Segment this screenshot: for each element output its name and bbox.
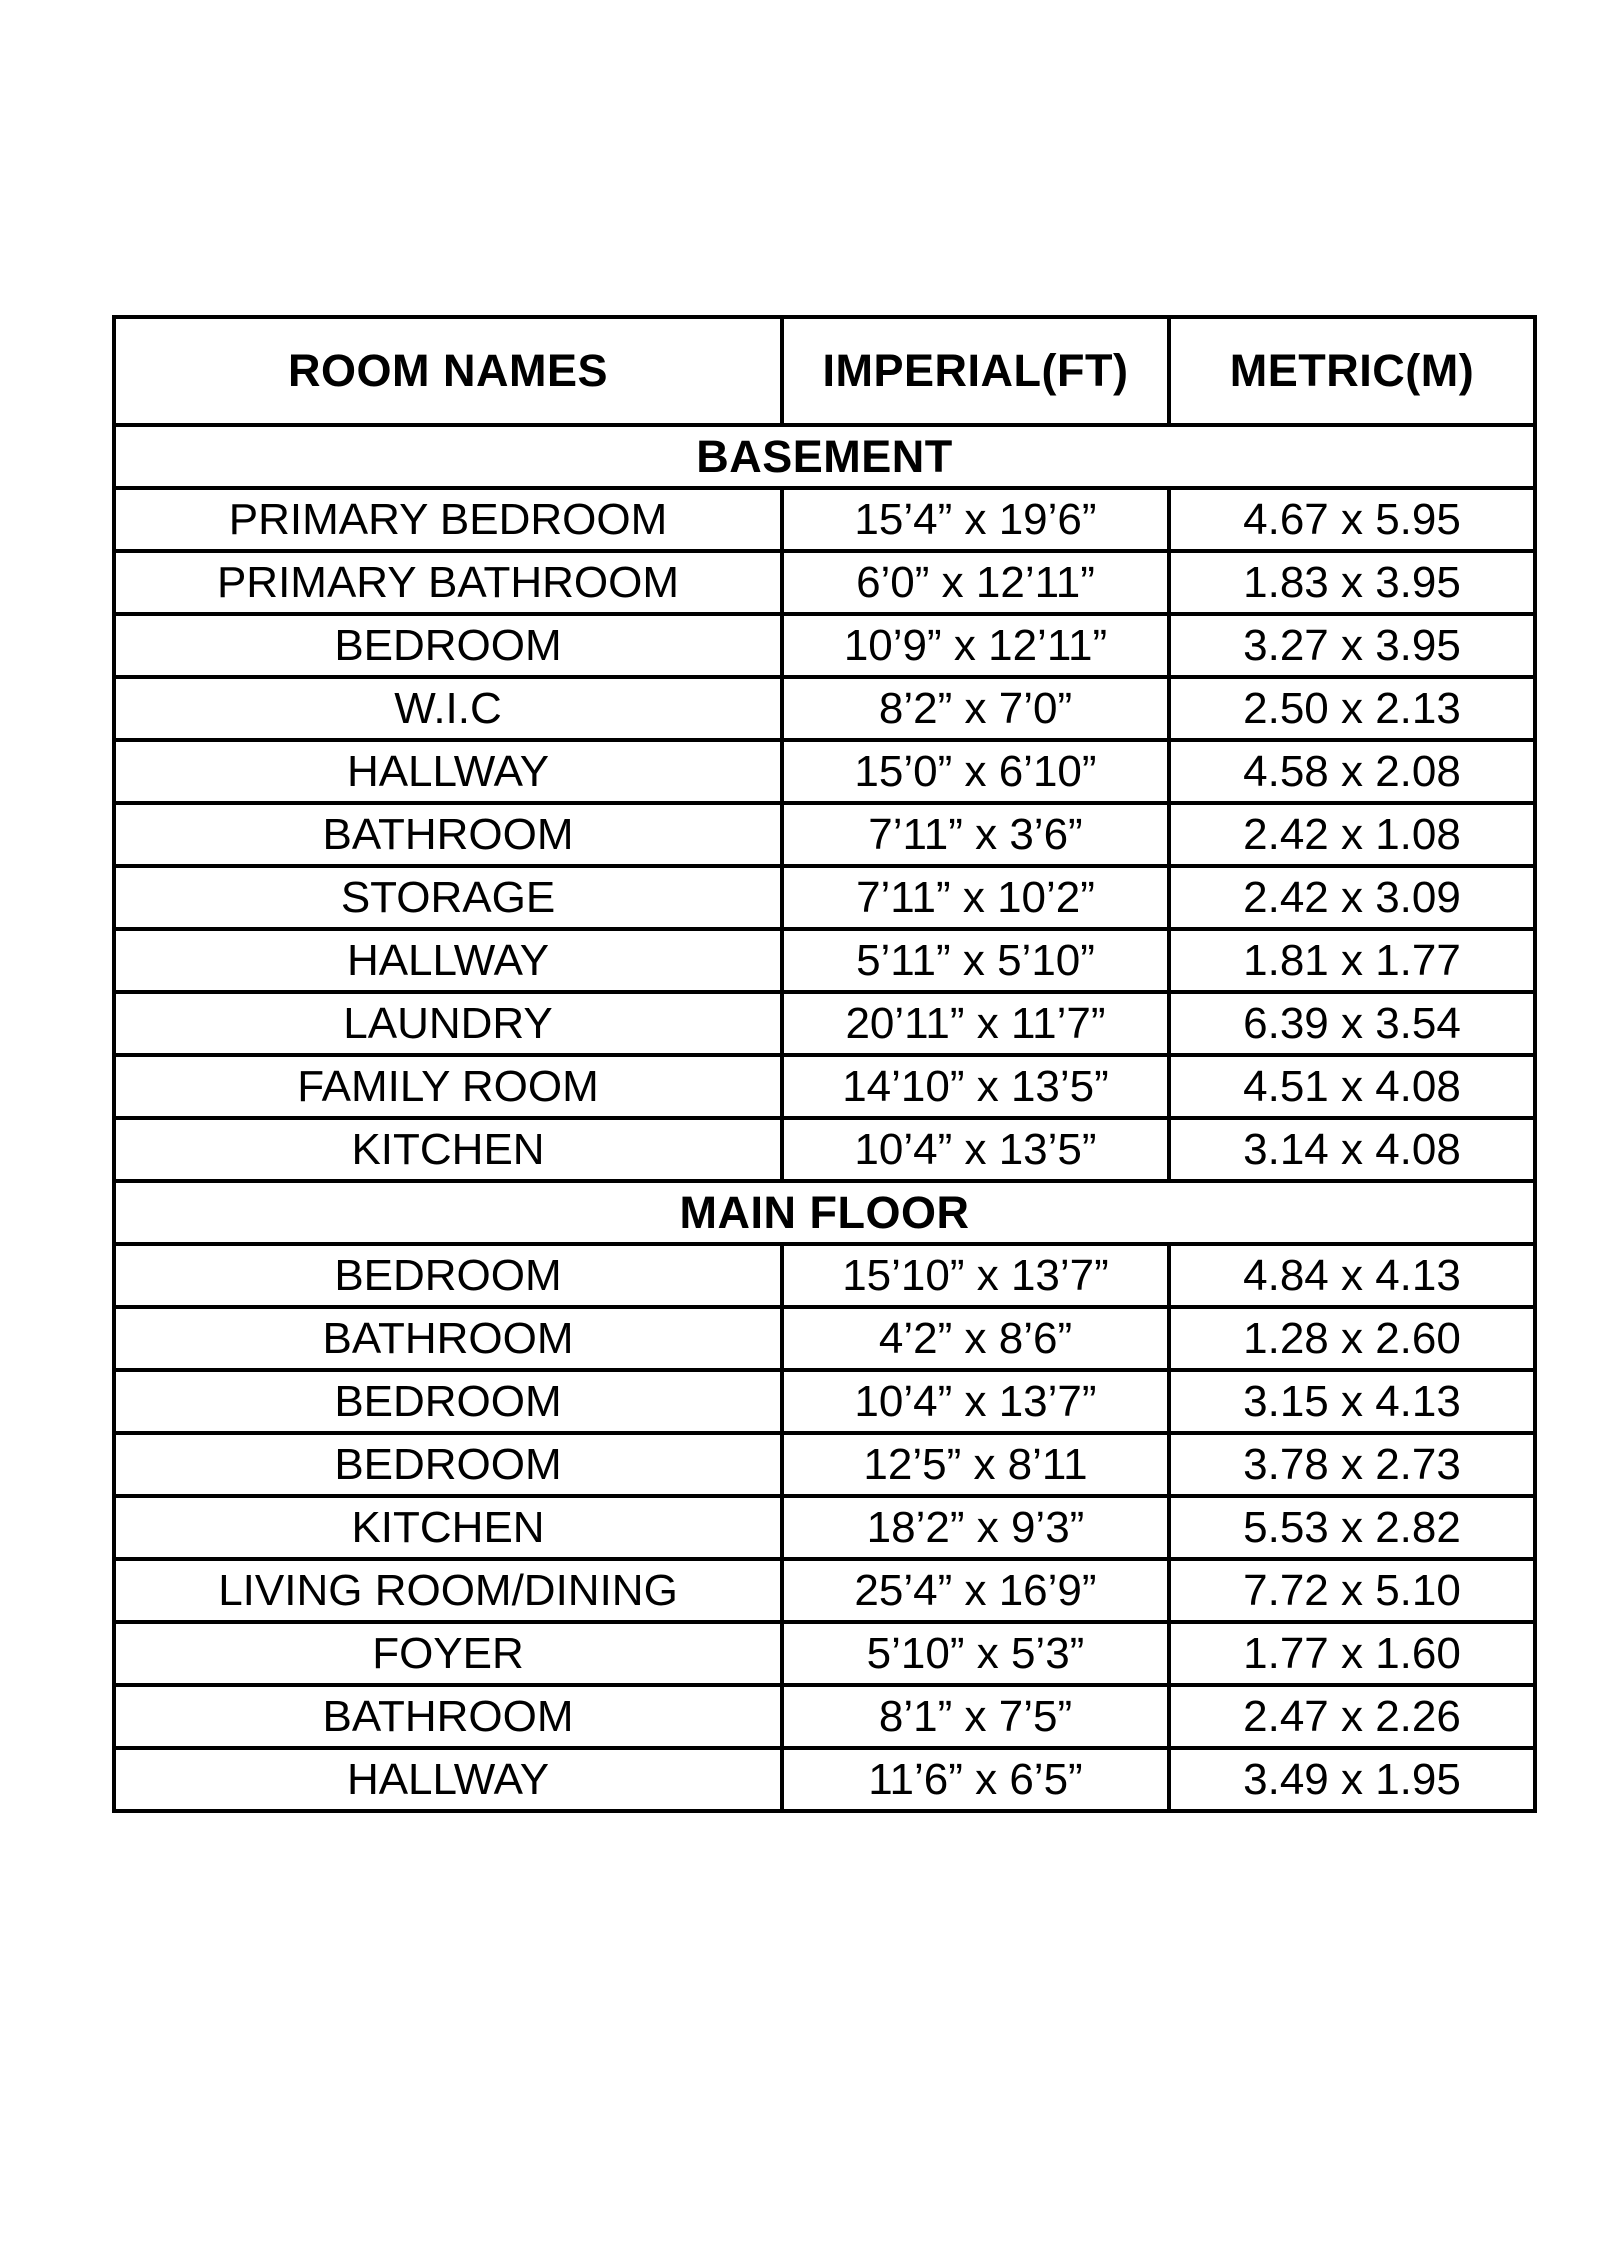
table-row xyxy=(114,866,1535,929)
room-name-cell: W.I.C xyxy=(114,677,782,740)
room-name-cell: KITCHEN xyxy=(114,1496,782,1559)
column-header-imperial: IMPERIAL(FT) xyxy=(782,317,1169,425)
room-name-cell: FOYER xyxy=(114,1622,782,1685)
table-row xyxy=(114,740,1535,803)
room-name-cell: LAUNDRY xyxy=(114,992,782,1055)
metric-cell: 7.72 x 5.10 xyxy=(1169,1559,1535,1622)
imperial-cell: 7’11” x 10’2” xyxy=(782,866,1169,929)
metric-cell: 1.83 x 3.95 xyxy=(1169,551,1535,614)
table-row xyxy=(114,1370,1535,1433)
imperial-cell: 10’9” x 12’11” xyxy=(782,614,1169,677)
imperial-cell: 15’10” x 13’7” xyxy=(782,1244,1169,1307)
room-name-cell: BEDROOM xyxy=(114,614,782,677)
room-name-cell: FAMILY ROOM xyxy=(114,1055,782,1118)
table-row xyxy=(114,1496,1535,1559)
metric-cell: 4.58 x 2.08 xyxy=(1169,740,1535,803)
imperial-cell: 8’2” x 7’0” xyxy=(782,677,1169,740)
table-row xyxy=(114,992,1535,1055)
table-row xyxy=(114,1559,1535,1622)
table-row xyxy=(114,614,1535,677)
metric-cell: 2.50 x 2.13 xyxy=(1169,677,1535,740)
imperial-cell: 14’10” x 13’5” xyxy=(782,1055,1169,1118)
imperial-cell: 25’4” x 16’9” xyxy=(782,1559,1169,1622)
table-row xyxy=(114,1622,1535,1685)
room-name-cell: LIVING ROOM/DINING xyxy=(114,1559,782,1622)
imperial-cell: 12’5” x 8’11 xyxy=(782,1433,1169,1496)
table-row xyxy=(114,1307,1535,1370)
table-row xyxy=(114,1244,1535,1307)
imperial-cell: 5’11” x 5’10” xyxy=(782,929,1169,992)
column-header-metric: METRIC(M) xyxy=(1169,317,1535,425)
room-name-cell: STORAGE xyxy=(114,866,782,929)
table-row xyxy=(114,488,1535,551)
imperial-cell: 8’1” x 7’5” xyxy=(782,1685,1169,1748)
metric-cell: 2.42 x 3.09 xyxy=(1169,866,1535,929)
metric-cell: 3.15 x 4.13 xyxy=(1169,1370,1535,1433)
metric-cell: 1.81 x 1.77 xyxy=(1169,929,1535,992)
table-row xyxy=(114,677,1535,740)
metric-cell: 1.28 x 2.60 xyxy=(1169,1307,1535,1370)
table-row xyxy=(114,1685,1535,1748)
metric-cell: 4.84 x 4.13 xyxy=(1169,1244,1535,1307)
room-name-cell: PRIMARY BATHROOM xyxy=(114,551,782,614)
room-name-cell: BATHROOM xyxy=(114,803,782,866)
imperial-cell: 15’4” x 19’6” xyxy=(782,488,1169,551)
table-row xyxy=(114,929,1535,992)
imperial-cell: 6’0” x 12’11” xyxy=(782,551,1169,614)
section-header-basement xyxy=(114,425,1535,488)
table-row xyxy=(114,1748,1535,1811)
table-row xyxy=(114,1055,1535,1118)
imperial-cell: 4’2” x 8’6” xyxy=(782,1307,1169,1370)
room-name-cell: KITCHEN xyxy=(114,1118,782,1181)
room-name-cell: HALLWAY xyxy=(114,1748,782,1811)
room-name-cell: HALLWAY xyxy=(114,740,782,803)
room-name-cell: BEDROOM xyxy=(114,1370,782,1433)
metric-cell: 4.51 x 4.08 xyxy=(1169,1055,1535,1118)
metric-cell: 3.14 x 4.08 xyxy=(1169,1118,1535,1181)
table-row xyxy=(114,1433,1535,1496)
table-header-row xyxy=(114,317,1535,425)
metric-cell: 3.78 x 2.73 xyxy=(1169,1433,1535,1496)
metric-cell: 3.27 x 3.95 xyxy=(1169,614,1535,677)
metric-cell: 6.39 x 3.54 xyxy=(1169,992,1535,1055)
metric-cell: 5.53 x 2.82 xyxy=(1169,1496,1535,1559)
table-row xyxy=(114,551,1535,614)
imperial-cell: 7’11” x 3’6” xyxy=(782,803,1169,866)
imperial-cell: 15’0” x 6’10” xyxy=(782,740,1169,803)
section-label: MAIN FLOOR xyxy=(114,1181,1535,1244)
room-name-cell: BATHROOM xyxy=(114,1685,782,1748)
column-header-room-names: ROOM NAMES xyxy=(114,317,782,425)
room-dimensions-table xyxy=(112,315,1537,1813)
room-name-cell: BEDROOM xyxy=(114,1433,782,1496)
metric-cell: 2.42 x 1.08 xyxy=(1169,803,1535,866)
imperial-cell: 5’10” x 5’3” xyxy=(782,1622,1169,1685)
section-header-main-floor xyxy=(114,1181,1535,1244)
room-name-cell: PRIMARY BEDROOM xyxy=(114,488,782,551)
metric-cell: 2.47 x 2.26 xyxy=(1169,1685,1535,1748)
imperial-cell: 18’2” x 9’3” xyxy=(782,1496,1169,1559)
room-name-cell: HALLWAY xyxy=(114,929,782,992)
imperial-cell: 10’4” x 13’5” xyxy=(782,1118,1169,1181)
metric-cell: 3.49 x 1.95 xyxy=(1169,1748,1535,1811)
imperial-cell: 20’11” x 11’7” xyxy=(782,992,1169,1055)
room-name-cell: BEDROOM xyxy=(114,1244,782,1307)
imperial-cell: 11’6” x 6’5” xyxy=(782,1748,1169,1811)
table-row xyxy=(114,803,1535,866)
section-label: BASEMENT xyxy=(114,425,1535,488)
imperial-cell: 10’4” x 13’7” xyxy=(782,1370,1169,1433)
metric-cell: 4.67 x 5.95 xyxy=(1169,488,1535,551)
room-name-cell: BATHROOM xyxy=(114,1307,782,1370)
metric-cell: 1.77 x 1.60 xyxy=(1169,1622,1535,1685)
table-row xyxy=(114,1118,1535,1181)
